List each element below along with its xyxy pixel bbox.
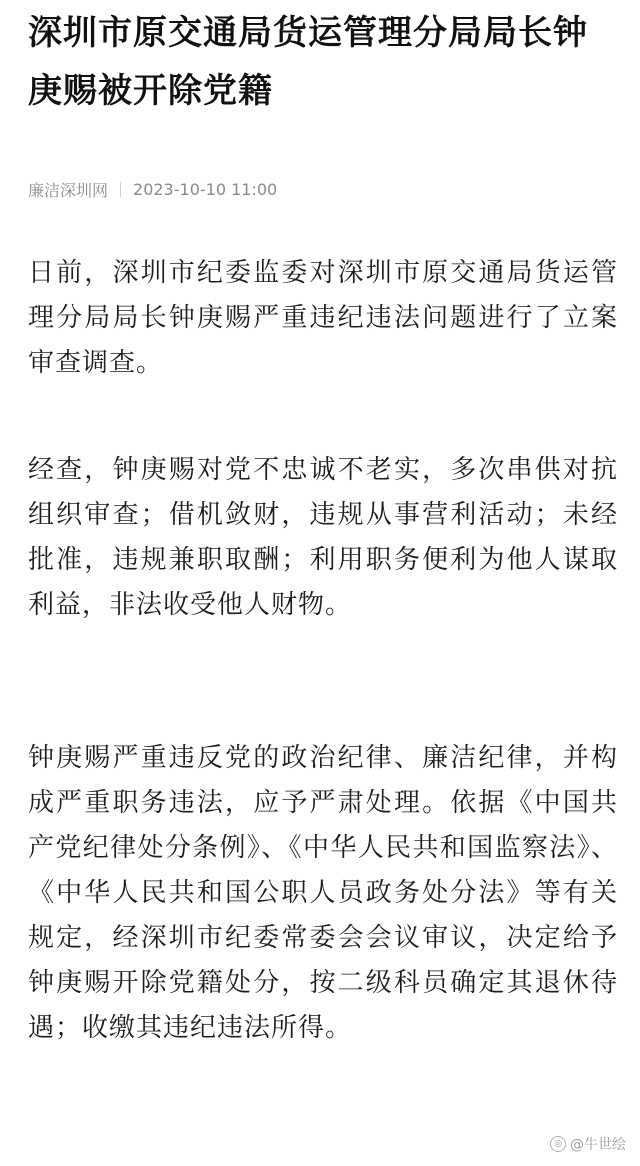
meta-divider	[120, 182, 121, 197]
article-paragraph-3: 钟庚赐严重违反党的政治纪律、廉洁纪律，并构成严重职务违法，应予严肃处理。依据《中国共产党纪律处分条例》、《中华人民共和国监察法》、《中华人民共和国公职人员政务处分法》等有关规定，经深圳市纪委常委会会议审议，决定给予钟庚赐开除党籍处分，按二级科员确定其退休待遇；收缴其违纪违法所得。	[28, 743, 618, 1043]
watermark-logo-icon: ◎	[550, 1136, 566, 1152]
watermark	[550, 1134, 626, 1154]
article-source[interactable]: 廉洁深圳网	[28, 180, 109, 200]
article-paragraph-1: 日前，深圳市纪委监委对深圳市原交通局货运管理分局局长钟庚赐严重违纪违法问题进行了立案审查调查。	[28, 258, 618, 378]
article-paragraph-2: 经查，钟庚赐对党不忠诚不老实，多次串供对抗组织审查；借机敛财，违规从事营利活动；未经批准，违规兼职取酬；利用职务便利为他人谋取利益，非法收受他人财物。	[28, 455, 618, 620]
watermark-text: @牛世绘	[570, 1137, 626, 1153]
article-title: 深圳市原交通局货运管理分局局长钟庚赐被开除党籍	[28, 13, 588, 111]
article-datetime: 2023-10-10 11:00	[133, 179, 278, 199]
article-meta	[28, 176, 277, 202]
